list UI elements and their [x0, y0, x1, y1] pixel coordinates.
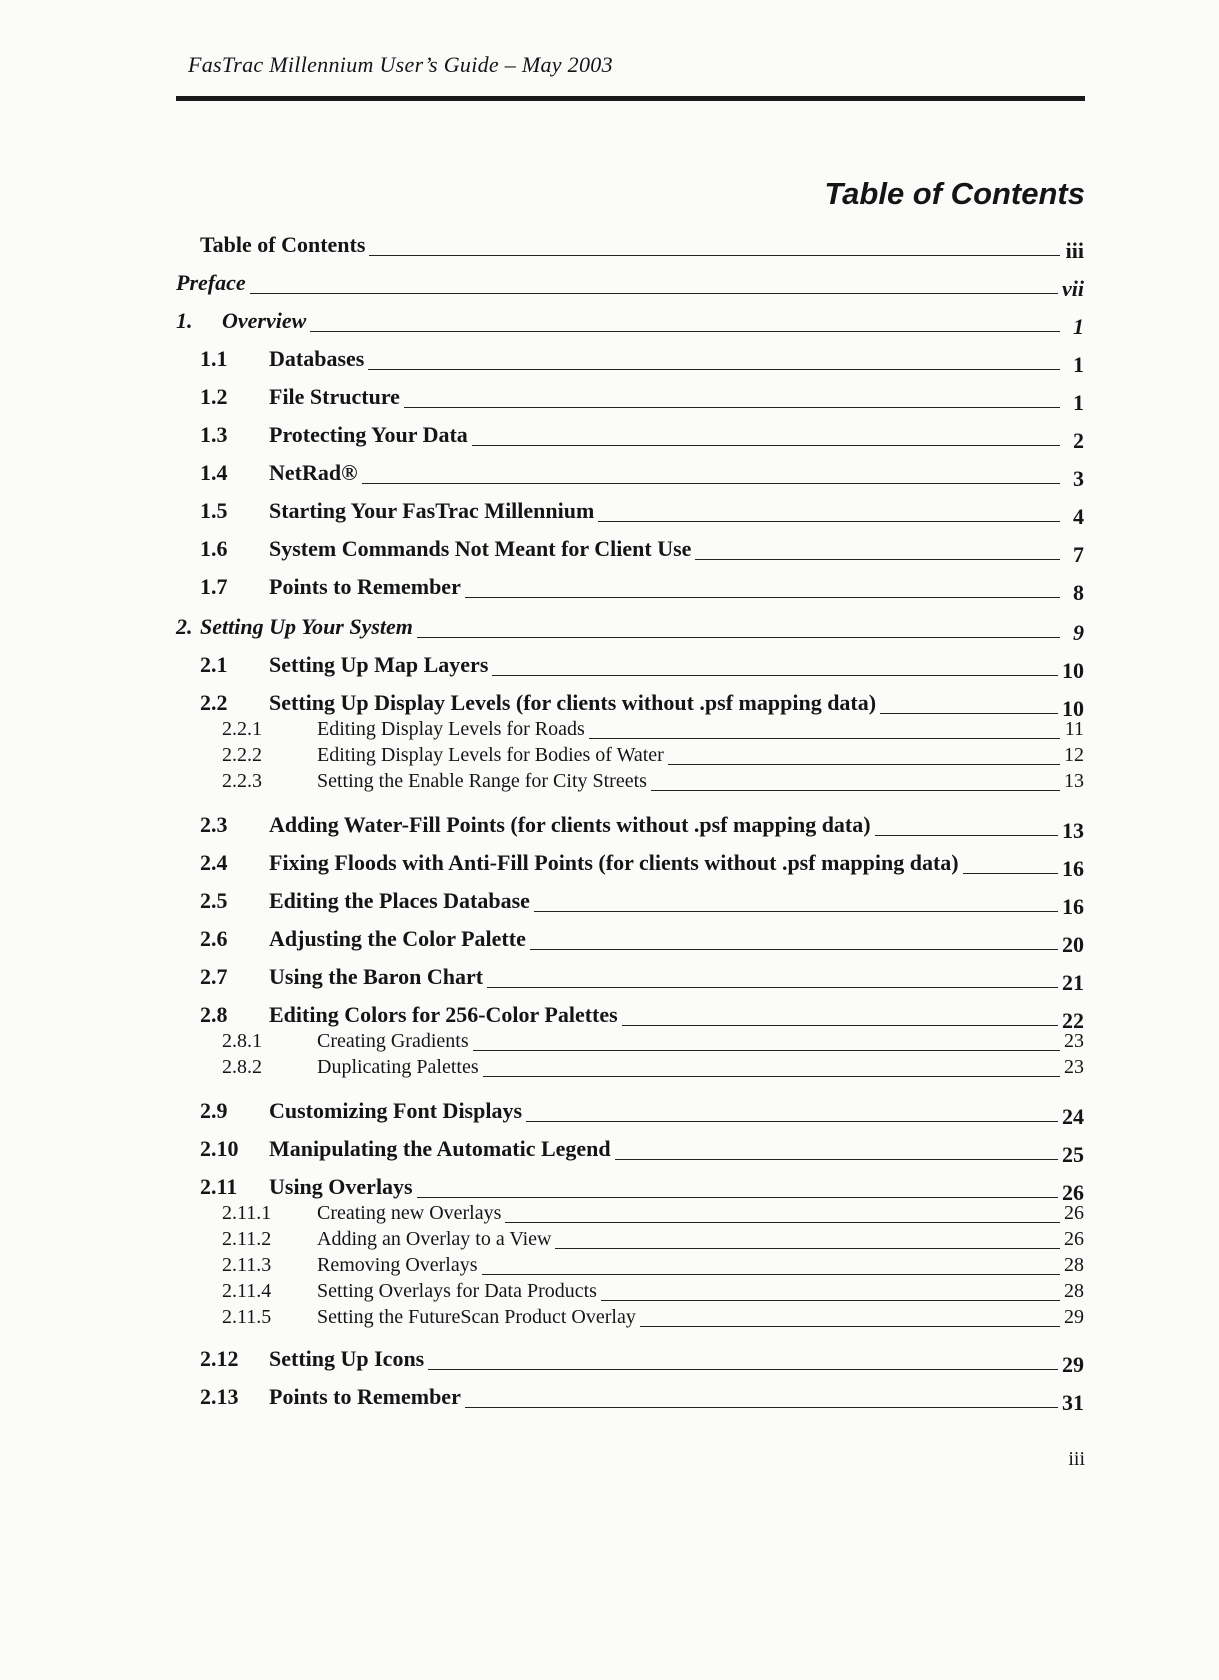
dot-leader [598, 520, 1060, 522]
toc-entry-number: 2.13 [200, 1384, 239, 1409]
toc-entry-title: Points to Remember [269, 574, 461, 599]
toc-entry-title: Adding an Overlay to a View [317, 1228, 552, 1250]
toc-entry-number: 2. [176, 614, 193, 639]
dot-leader [526, 1120, 1058, 1122]
toc-entry-title: Databases [269, 346, 365, 371]
toc-entry-number: 1.6 [200, 536, 228, 561]
toc-entry[interactable] [200, 1174, 1084, 1205]
toc-entry[interactable] [176, 270, 1084, 301]
toc-entry-page: 8 [1073, 580, 1084, 605]
toc-entry-page: 16 [1062, 894, 1084, 919]
toc-entry-page: 10 [1062, 696, 1084, 721]
toc-entry-page: iii [1065, 238, 1084, 263]
toc-entry-page: 13 [1064, 770, 1084, 792]
toc-entry-number: 2.4 [200, 850, 228, 875]
dot-leader [695, 558, 1060, 560]
dot-leader [472, 444, 1060, 446]
toc-entry-page: 13 [1062, 818, 1084, 843]
dot-leader [487, 986, 1058, 988]
toc-entry-number: 1.2 [200, 384, 228, 409]
toc-entry-title: Setting Up Icons [269, 1346, 425, 1371]
toc-entry[interactable] [200, 536, 1084, 567]
dot-leader [310, 330, 1060, 332]
toc-entry-number: 2.5 [200, 888, 228, 913]
toc-entry-title: Adding Water-Fill Points (for clients without .psf mapping data) [269, 812, 871, 837]
toc-entry-number: 2.6 [200, 926, 228, 951]
toc-entry[interactable] [222, 770, 1084, 793]
toc-entry-title: Duplicating Palettes [317, 1056, 479, 1078]
toc-entry-title: Preface [176, 270, 246, 295]
toc-entry-number: 1.7 [200, 574, 228, 599]
toc-entry-number: 1.3 [200, 422, 228, 447]
dot-leader [368, 368, 1060, 370]
toc-entry-number: 2.7 [200, 964, 228, 989]
toc-entry-title: Creating new Overlays [317, 1202, 502, 1224]
toc-entry-page: vii [1062, 276, 1084, 301]
running-header: FasTrac Millennium User’s Guide – May 2003 [188, 52, 613, 77]
dot-leader [622, 1024, 1058, 1026]
toc-entry-title: System Commands Not Meant for Client Use [269, 536, 692, 561]
toc-entry-number: 2.3 [200, 812, 228, 837]
toc-entry-number: 1.1 [200, 346, 228, 371]
toc-entry-number: 2.11.4 [222, 1280, 272, 1302]
toc-entry-title: Removing Overlays [317, 1254, 478, 1276]
toc-entry[interactable] [222, 1254, 1084, 1277]
toc-entry-page: 7 [1073, 542, 1084, 567]
toc-entry[interactable] [176, 614, 1084, 645]
toc-entry-page: 16 [1062, 856, 1084, 881]
toc-entry-page: 23 [1064, 1030, 1084, 1052]
toc-entry-number: 2.2.1 [222, 718, 262, 740]
toc-entry-page: 10 [1062, 658, 1084, 683]
toc-entry[interactable] [222, 1202, 1084, 1225]
toc-entry[interactable] [222, 1280, 1084, 1303]
toc-entry[interactable] [222, 1056, 1084, 1079]
toc-entry-title: Editing Colors for 256-Color Palettes [269, 1002, 618, 1027]
toc-entry[interactable] [200, 346, 1084, 377]
toc-entry-title: File Structure [269, 384, 400, 409]
dot-leader [615, 1158, 1058, 1160]
dot-leader [250, 292, 1058, 294]
page-number: iii [1068, 1448, 1085, 1470]
toc-entry-page: 3 [1073, 466, 1084, 491]
dot-leader [483, 1075, 1060, 1077]
toc-entry-page: 23 [1064, 1056, 1084, 1078]
toc-entry-title: Setting Up Display Levels (for clients without .psf mapping data) [269, 690, 877, 715]
dot-leader [555, 1247, 1060, 1249]
toc-entry-title: Table of Contents [200, 232, 366, 257]
toc-entry[interactable] [200, 574, 1084, 605]
toc-entry[interactable] [200, 1098, 1084, 1129]
dot-leader [505, 1221, 1060, 1223]
toc-entry[interactable] [222, 1306, 1084, 1329]
toc-entry-number: 2.12 [200, 1346, 239, 1371]
dot-leader [530, 948, 1058, 950]
dot-leader [465, 596, 1060, 598]
toc-entry-title: Setting the Enable Range for City Streets [317, 770, 647, 792]
dot-leader [465, 1406, 1058, 1408]
toc-entry-number: 2.11.1 [222, 1202, 272, 1224]
toc-entry[interactable] [200, 964, 1084, 995]
dot-leader [880, 712, 1058, 714]
toc-entry-page: 11 [1064, 718, 1084, 740]
toc-entry[interactable] [200, 460, 1084, 491]
toc-entry-page: 26 [1064, 1228, 1084, 1250]
toc-entry-page: 12 [1064, 744, 1084, 766]
toc-entry-number: 2.10 [200, 1136, 239, 1161]
toc-entry-title: Setting Up Map Layers [269, 652, 489, 677]
header-rule [176, 96, 1085, 101]
toc-entry-page: 29 [1062, 1352, 1084, 1377]
dot-leader [534, 910, 1058, 912]
toc-entry[interactable] [200, 850, 1084, 881]
toc-entry[interactable] [200, 690, 1084, 721]
toc-entry-title: Manipulating the Automatic Legend [269, 1136, 611, 1161]
dot-leader [417, 636, 1060, 638]
toc-entry-page: 9 [1073, 620, 1084, 645]
toc-entry-page: 26 [1062, 1180, 1084, 1205]
toc-entry-page: 20 [1062, 932, 1084, 957]
toc-entry-number: 2.2 [200, 690, 228, 715]
toc-entry[interactable] [222, 718, 1084, 741]
dot-leader [404, 406, 1060, 408]
toc-entry-title: Points to Remember [269, 1384, 461, 1409]
toc-entry-page: 4 [1073, 504, 1084, 529]
toc-entry-number: 2.11.5 [222, 1306, 272, 1328]
dot-leader [428, 1368, 1058, 1370]
toc-entry-number: 1.5 [200, 498, 228, 523]
toc-entry-title: Customizing Font Displays [269, 1098, 523, 1123]
toc-entry-number: 2.8.2 [222, 1056, 262, 1078]
toc-entry[interactable] [200, 652, 1084, 683]
toc-entry-title: Editing Display Levels for Bodies of Water [317, 744, 664, 766]
toc-entry-title: Overview [222, 308, 307, 333]
toc-entry-title: Editing Display Levels for Roads [317, 718, 585, 740]
dot-leader [369, 254, 1060, 256]
toc-entry[interactable] [200, 1346, 1084, 1377]
toc-entry[interactable] [222, 1228, 1084, 1251]
toc-entry-title: NetRad® [269, 460, 358, 485]
toc-entry-page: 2 [1073, 428, 1084, 453]
dot-leader [492, 674, 1058, 676]
dot-leader [651, 789, 1060, 791]
toc-entry[interactable] [200, 422, 1084, 453]
toc-entry[interactable] [176, 308, 1084, 339]
toc-entry-title: Setting Up Your System [200, 614, 413, 639]
toc-entry-title: Creating Gradients [317, 1030, 469, 1052]
page-title: Table of Contents [824, 176, 1085, 211]
toc-entry[interactable] [200, 1384, 1084, 1415]
toc-entry-number: 2.2.3 [222, 770, 262, 792]
toc-entry-page: 28 [1064, 1280, 1084, 1302]
toc-entry-title: Using the Baron Chart [269, 964, 484, 989]
toc-entry-page: 21 [1062, 970, 1084, 995]
toc-entry-number: 2.1 [200, 652, 228, 677]
toc-entry-page: 1 [1073, 390, 1084, 415]
dot-leader [640, 1325, 1060, 1327]
toc-entry-title: Using Overlays [269, 1174, 413, 1199]
dot-leader [417, 1196, 1058, 1198]
toc-entry-title: Adjusting the Color Palette [269, 926, 526, 951]
toc-entry-page: 28 [1064, 1254, 1084, 1276]
toc-entry-page: 29 [1064, 1306, 1084, 1328]
dot-leader [482, 1273, 1060, 1275]
toc-entry[interactable] [222, 744, 1084, 767]
toc-entry-page: 31 [1062, 1390, 1084, 1415]
toc-entry-page: 22 [1062, 1008, 1084, 1033]
toc-entry-page: 24 [1062, 1104, 1084, 1129]
toc-entry[interactable] [200, 812, 1084, 843]
toc-entry-title: Setting the FutureScan Product Overlay [317, 1306, 636, 1328]
dot-leader [875, 834, 1058, 836]
dot-leader [668, 763, 1060, 765]
toc-entry[interactable] [200, 498, 1084, 529]
toc-entry[interactable] [200, 384, 1084, 415]
toc-entry-page: 1 [1073, 352, 1084, 377]
dot-leader [601, 1299, 1060, 1301]
toc-entry-number: 2.8.1 [222, 1030, 262, 1052]
toc-entry[interactable] [222, 1030, 1084, 1053]
toc-entry-page: 25 [1062, 1142, 1084, 1167]
toc-entry[interactable] [200, 888, 1084, 919]
toc-entry-title: Protecting Your Data [269, 422, 468, 447]
toc-entry-number: 2.9 [200, 1098, 228, 1123]
toc-entry-number: 2.11 [200, 1174, 238, 1199]
toc-entry-number: 1. [176, 308, 193, 333]
toc-entry-title: Editing the Places Database [269, 888, 530, 913]
toc-entry[interactable] [200, 926, 1084, 957]
toc-entry-number: 2.11.3 [222, 1254, 272, 1276]
dot-leader [963, 872, 1058, 874]
toc-entry[interactable] [200, 232, 1084, 263]
toc-entry[interactable] [200, 1136, 1084, 1167]
toc-entry-number: 2.2.2 [222, 744, 262, 766]
toc-entry-title: Starting Your FasTrac Millennium [269, 498, 595, 523]
toc-entry-title: Setting Overlays for Data Products [317, 1280, 597, 1302]
toc-entry-number: 2.8 [200, 1002, 228, 1027]
dot-leader [589, 737, 1060, 739]
toc-entry-number: 1.4 [200, 460, 228, 485]
dot-leader [473, 1049, 1060, 1051]
toc-entry[interactable] [200, 1002, 1084, 1033]
toc-entry-number: 2.11.2 [222, 1228, 272, 1250]
toc-entry-title: Fixing Floods with Anti-Fill Points (for clients without .psf mapping data) [269, 850, 959, 875]
dot-leader [362, 482, 1060, 484]
toc-entry-page: 26 [1064, 1202, 1084, 1224]
toc-entry-page: 1 [1073, 314, 1084, 339]
